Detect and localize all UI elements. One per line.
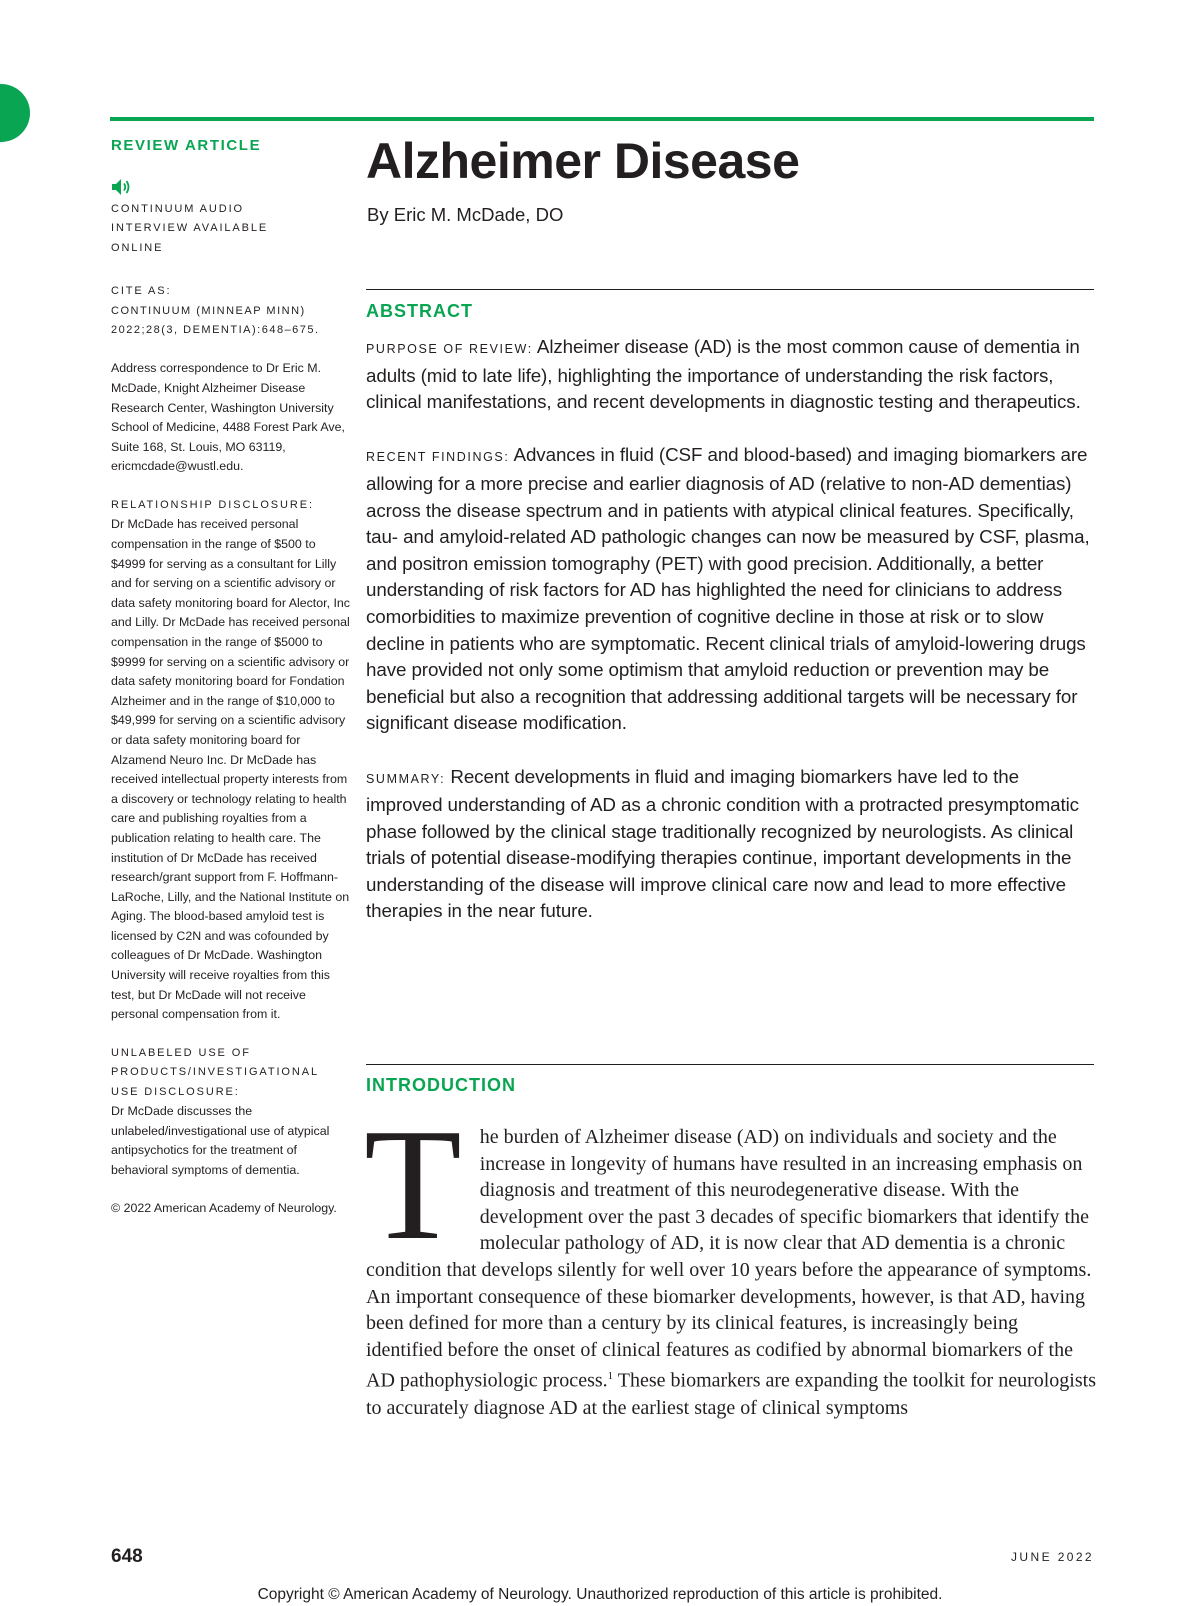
cite-text: CONTINUUM (MINNEAP MINN) 2022;28(3, DEMENTIA):648–675. (111, 304, 320, 337)
abstract-body (366, 334, 1100, 952)
introduction-rule (366, 1064, 1094, 1065)
article-type-label: REVIEW ARTICLE (111, 137, 262, 154)
summary-paragraph (366, 764, 1100, 926)
section-tab-marker (0, 84, 30, 142)
article-sidebar (111, 136, 351, 1219)
findings-paragraph (366, 442, 1100, 737)
findings-text: Advances in fluid (CSF and blood-based) and imaging biomarkers are allowing for a more precise and earlier diagnosis of AD (relative to non-AD dementias) across the disease spectrum and in patients with atypical clinical features. Specifically, tau- and amyloid-related AD pathologic changes can now be measured by CSF, plasma, and positron emission tomography (PET) with good precision. Additionally, a better understanding of risk factors for AD has highlighted the need for clinicians to address comorbidities to maximize prevention of cognitive decline in those at risk or to slow decline in patients who are symptomatic. Recent clinical trials of amyloid-lowering drugs have provided not only some optimism that amyloid reduction or prevention may be beneficial but also a recognition that addressing additional targets will be necessary for significant disease modification. (366, 444, 1090, 734)
drop-cap: T (364, 1095, 462, 1273)
correspondence-address: Address correspondence to Dr Eric M. McDade, Knight Alzheimer Disease Research Center, Washington University School of Medicine, 4488 Forest Park Ave, Suite 168, St. Louis, MO 63119, ericmcdade@wustl.edu. (111, 361, 345, 474)
speaker-audio-icon[interactable] (111, 178, 133, 196)
article-title: Alzheimer Disease (366, 133, 800, 189)
cite-label: CITE AS: (111, 285, 172, 298)
abstract-heading: ABSTRACT (366, 301, 473, 321)
summary-label: SUMMARY: (366, 771, 446, 786)
intro-text-part1: he burden of Alzheimer disease (AD) on individuals and society and the increase in longevity of humans have resulted in an increasing emphasis on diagnosis and treatment of this neurodegenerative disease. With the development over the past 3 decades of specific biomarkers that identify the molecular pathology of AD, it is now clear that AD dementia is a chronic condition that develops silently for well over 10 years before the appearance of symptoms. An important consequence of these biomarker developments, however, is that AD, having been defined for more than a century by its clinical features, is increasingly being identified before the onset of clinical features as codified by abnormal biomarkers of the AD pathophysiologic process. (366, 1126, 1092, 1392)
purpose-label: PURPOSE OF REVIEW: (366, 342, 533, 356)
introduction-paragraph (364, 1095, 1096, 1421)
issue-date: JUNE 2022 (1011, 1550, 1094, 1564)
sidebar-copyright: © 2022 American Academy of Neurology. (111, 1201, 337, 1216)
unlabeled-use-disclosure (111, 1044, 351, 1181)
findings-label: RECENT FINDINGS: (366, 450, 510, 465)
summary-text: Recent developments in fluid and imaging biomarkers have led to the improved understanding of AD as a chronic condition with a protracted presymptomatic phase followed by the clinical stage traditionally recognized by neurologists. As clinical trials of potential disease-modifying therapies continue, important developments in the understanding of the disease will improve clinical care now and lead to more effective therapies in the near future. (366, 765, 1079, 922)
audio-interview-notice[interactable]: CONTINUUM AUDIO INTERVIEW AVAILABLE ONLINE (111, 203, 269, 254)
relationship-disclosure-label: RELATIONSHIP DISCLOSURE: (111, 499, 314, 511)
header-rule (110, 117, 1094, 121)
introduction-heading: INTRODUCTION (366, 1075, 516, 1095)
cite-block (111, 282, 351, 340)
unlabeled-use-label: UNLABELED USE OF PRODUCTS/INVESTIGATIONAL USE DISCLOSURE: (111, 1046, 319, 1098)
purpose-text: Alzheimer disease (AD) is the most common cause of dementia in adults (mid to late life), highlighting the importance of understanding the risk factors, clinical manifestations, and recent developments in diagnostic testing and therapeutics. (366, 336, 1081, 413)
abstract-rule (366, 289, 1094, 290)
intro-text-part2: These biomarkers are expanding the toolkit for neurologists to accurately diagnose AD at the earliest stage of clinical symptoms (366, 1370, 1096, 1419)
copyright-notice: Copyright © American Academy of Neurology. Unauthorized reproduction of this article is prohibited. (257, 1586, 943, 1603)
author-byline: By Eric M. McDade, DO (367, 204, 564, 225)
purpose-paragraph (366, 334, 1100, 416)
relationship-disclosure-text: Dr McDade has received personal compensation in the range of $500 to $4999 for serving as a consultant for Lilly and for serving on a scientific advisory or data safety monitoring board for Alector, Inc and Lilly. Dr McDade has received personal compensation in the range of $5000 to $9999 for serving on a scientific advisory or data safety monitoring board for Fondation Alzheimer and in the range of $10,000 to $49,999 for serving on a scientific advisory or data safety monitoring board for Alzamend Neuro Inc. Dr McDade has received intellectual property interests from a discovery or technology relating to health care and publishing royalties from a publication relating to health care. The institution of Dr McDade has received research/grant support from F. Hoffmann-LaRoche, Lilly, and the National Institute on Aging. The blood-based amyloid test is licensed by C2N and was cofounded by colleagues of Dr McDade. Washington University will receive royalties from this test, but Dr McDade will not receive personal compensation from it. (111, 517, 350, 1022)
footnote-ref[interactable]: 1 (607, 1370, 614, 1383)
relationship-disclosure (111, 496, 351, 1025)
unlabeled-use-text: Dr McDade discusses the unlabeled/investigational use of atypical antipsychotics for the treatment of behavioral symptoms of dementia. (111, 1104, 330, 1177)
page-number: 648 (111, 1546, 143, 1567)
